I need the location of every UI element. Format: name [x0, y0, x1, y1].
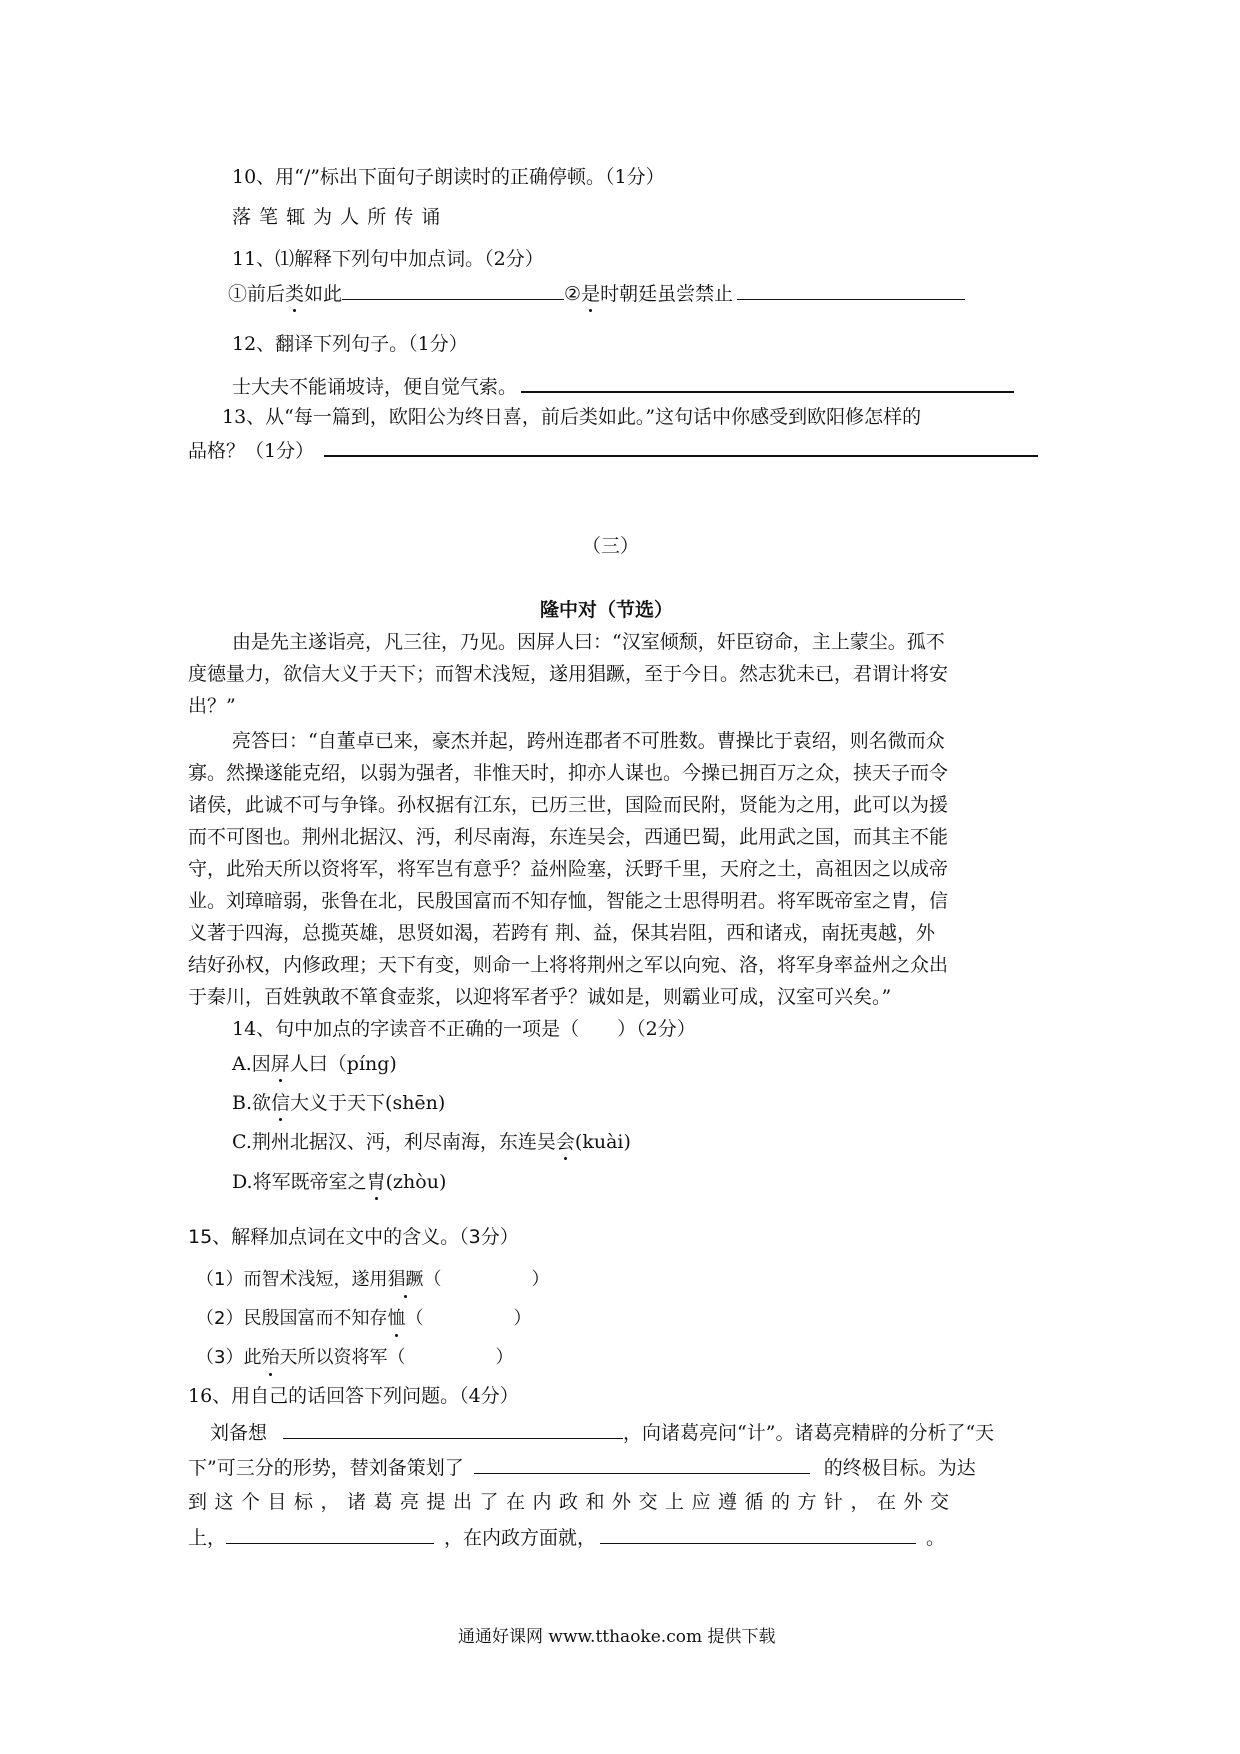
footer-download-note: 通通好课网 www.tthaoke.com 提供下载	[458, 1627, 776, 1647]
passage-line: 而不可图也。荆州北据汉、沔，利尽南海，东连吴会，西通巴蜀，此用武之国，而其主不能	[188, 826, 949, 848]
q16-blank-4[interactable]	[600, 1525, 916, 1544]
q15-item-3	[196, 1346, 513, 1370]
q11-items	[228, 281, 965, 306]
q14-d-dotted: 胄	[366, 1171, 386, 1193]
q15-i2-blank[interactable]: （ ）	[405, 1308, 532, 1329]
q11-item2-post: 时朝廷虽尝禁止	[600, 283, 734, 305]
q14-b-post: 大义于天下(shēn)	[290, 1092, 446, 1114]
q14-a-dotted: 屏	[270, 1053, 290, 1075]
q12-prompt: 12、翻译下列句子。（1分）	[232, 333, 468, 355]
q16-line-3: 到这个目标，诸葛亮提出了在内政和外交上应遵循的方针，在外交	[188, 1491, 957, 1513]
q14-b-dotted: 信	[271, 1092, 291, 1114]
passage-line: 度德量力，欲信大义于天下；而智术浅短，遂用猖蹶，至于今日。然志犹未已，君谓计将安	[188, 663, 949, 685]
q14-prompt: 14、句中加点的字读音不正确的一项是（ ）（2分）	[232, 1018, 696, 1040]
q11-item1-pre: ①前后	[228, 283, 286, 305]
q14-a-post: 人曰（píng)	[289, 1053, 397, 1075]
q11-item1-post: 如此	[304, 283, 343, 305]
q13-line2-wrap	[188, 437, 1038, 463]
q15-item-2	[196, 1307, 531, 1331]
q16-l4-b: ，在内政方面就，	[444, 1527, 597, 1549]
q15-i3-pre: （3）此	[196, 1347, 262, 1368]
q16-l2-a: 下”可三分的形势，替刘备策划了	[188, 1457, 464, 1479]
q11-answer-blank-2[interactable]	[737, 281, 965, 300]
q14-a-pre: A.因	[232, 1053, 271, 1075]
q16-blank-1[interactable]	[283, 1420, 623, 1439]
q13-line1: 13、从“每一篇到，欧阳公为终日喜，前后类如此。”这句话中你感受到欧阳修怎样的	[222, 406, 922, 428]
q15-i1-pre: （1）而智术浅短，遂用	[196, 1269, 388, 1290]
q11-answer-blank-1[interactable]	[342, 281, 564, 300]
q12-sentence: 士大夫不能诵坡诗，便自觉气索。	[232, 376, 518, 398]
passage-line: 出？”	[188, 695, 236, 717]
q16-l4-a: 上，	[188, 1527, 227, 1549]
passage-line: 结好孙权，内修政理；天下有变，则命一上将将荆州之军以向宛、洛，将军身率益州之众出	[188, 954, 949, 976]
q12-line	[232, 373, 1014, 399]
q16-l1-a: 刘备想	[210, 1422, 268, 1444]
passage-line: 于秦川，百姓孰敢不箪食壶浆，以迎将军者乎？诚如是，则霸业可成，汉室可兴矣。”	[188, 986, 892, 1008]
q15-i2-dotted: 恤	[387, 1308, 406, 1329]
q16-line-2	[188, 1455, 976, 1480]
q13-answer-blank[interactable]	[324, 437, 1038, 457]
q15-i2-pre: （2）民殷国富而不知存	[196, 1308, 388, 1329]
q14-option-b[interactable]	[232, 1091, 445, 1115]
q14-option-a[interactable]	[232, 1052, 397, 1076]
q15-item-1	[196, 1268, 549, 1292]
passage-line: 诸侯，此诚不可与争锋。孙权据有江东，已历三世，国险而民附，贤能为之用，此可以为援	[188, 794, 949, 816]
passage-title: 隆中对（节选）	[540, 599, 674, 621]
q14-c-post: (kuài)	[574, 1131, 631, 1153]
section-number: （三）	[582, 535, 640, 557]
q15-i3-blank[interactable]: 天所以资将军（ ）	[279, 1347, 514, 1368]
q11-item1-dotted-word: 类	[285, 283, 305, 305]
q16-prompt: 16、用自己的话回答下列问题。（4分）	[188, 1385, 519, 1407]
q14-c-pre: C.荆州北据汉、沔，利尽南海，东连吴	[232, 1131, 556, 1153]
q14-option-d[interactable]	[232, 1170, 446, 1194]
passage-line: 由是先主遂诣亮，凡三往，乃见。因屏人曰：“汉室倾颓，奸臣窃命，主上蒙尘。孤不	[232, 631, 945, 653]
q14-b-pre: B.欲	[232, 1092, 272, 1114]
q14-d-post: (zhòu)	[385, 1171, 447, 1193]
q15-i1-blank[interactable]: （ ）	[423, 1269, 550, 1290]
passage-line: 义著于四海，总揽英雄，思贤如渴，若跨有 荆、益，保其岩阻，西和诸戎，南抚夷越，外	[188, 922, 936, 944]
q14-d-pre: D.将军既帝室之	[232, 1171, 367, 1193]
q15-prompt: 15、解释加点词在文中的含义。（3分）	[188, 1226, 519, 1248]
q11-item2-dotted-word: 是	[581, 283, 601, 305]
q16-blank-2[interactable]	[474, 1455, 810, 1474]
q16-l1-b: ，向诸葛亮问“计”。诸葛亮精辟的分析了“天	[623, 1422, 995, 1444]
q14-c-dotted: 会	[555, 1131, 575, 1153]
q16-l2-b: 的终极目标。为达	[823, 1457, 976, 1479]
passage-line: 亮答曰：“自董卓已来，豪杰并起，跨州连郡者不可胜数。曹操比于袁绍，则名微而众	[232, 730, 945, 752]
q15-i1-dotted: 猖蹶	[387, 1269, 424, 1290]
q16-l4-c: 。	[926, 1527, 946, 1549]
q14-option-c[interactable]	[232, 1130, 631, 1154]
q10-prompt: 10、用“/”标出下面句子朗读时的正确停顿。（1分）	[232, 166, 665, 188]
q11-prompt: 11、⑴解释下列句中加点词。（2分）	[232, 248, 544, 270]
q16-line-1	[210, 1420, 994, 1445]
q15-i3-dotted: 殆	[261, 1347, 280, 1368]
q11-item2-pre: ②	[564, 283, 582, 305]
passage-line: 守，此殆天所以资将军，将军岂有意乎？益州险塞，沃野千里，天府之土，高祖因之以成帝	[188, 858, 949, 880]
q13-line2: 品格？（1分）	[188, 440, 315, 462]
q16-line-4	[188, 1525, 945, 1550]
passage-line: 业。刘璋暗弱，张鲁在北，民殷国富而不知存恤，智能之士思得明君。将军既帝室之胄，信	[188, 890, 949, 912]
q10-sentence: 落 笔 辄 为 人 所 传 诵	[232, 206, 442, 228]
passage-line: 寡。然操遂能克绍，以弱为强者，非惟天时，抑亦人谋也。今操已拥百万之众，挟天子而令	[188, 762, 949, 784]
q16-blank-3[interactable]	[226, 1525, 434, 1544]
q12-answer-blank[interactable]	[521, 373, 1014, 393]
